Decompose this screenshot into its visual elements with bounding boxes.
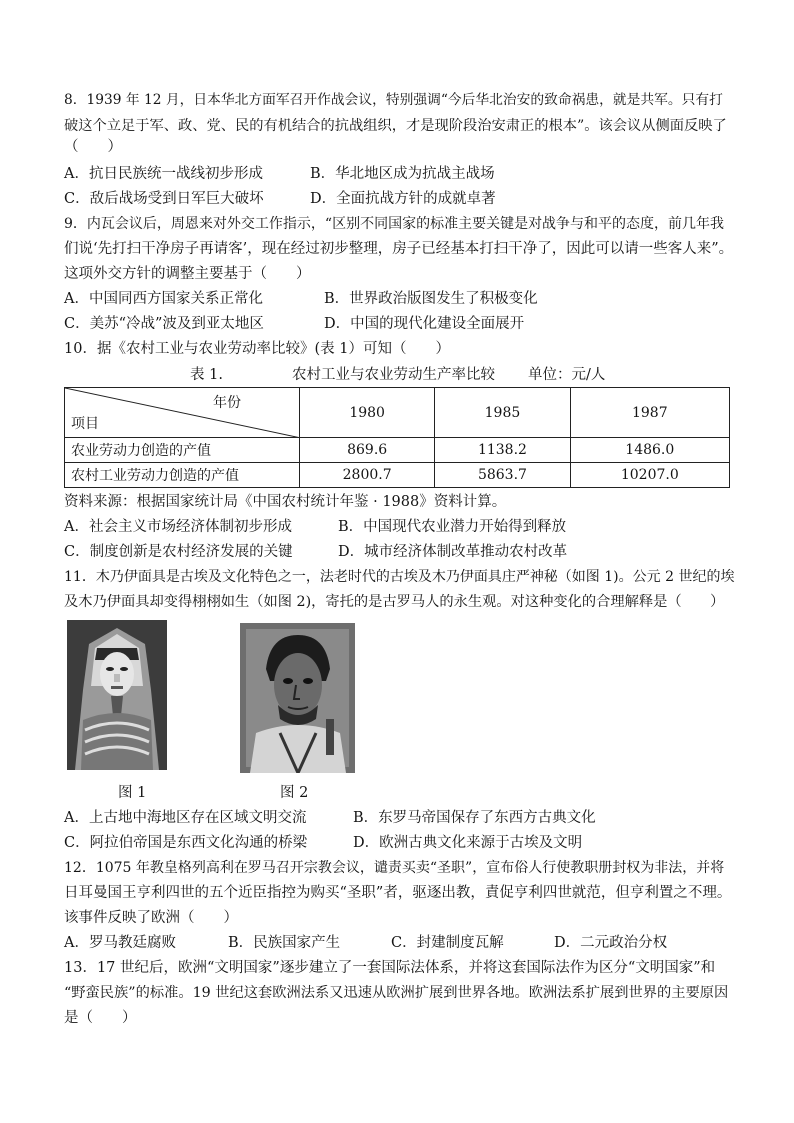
table-cell: 869.6 xyxy=(300,438,435,463)
table-title: 农村工业与农业劳动生产率比较 xyxy=(292,367,495,383)
diagonal-header-cell xyxy=(65,388,300,438)
q8-line-2: 破这个立足于军、政、党、民的有机结合的抗战组织，才是现阶段治安肃正的根本”。该会议从侧面反映了 xyxy=(64,118,727,134)
q12-option-b: B．民族国家产生 xyxy=(228,935,341,951)
header-year-label: 年份 xyxy=(213,395,241,411)
year-header: 1980 xyxy=(300,388,435,438)
q11-line-1: 11．木乃伊面具是古埃及文化特色之一，法老时代的古埃及木乃伊面具庄严神秘（如图 1)。公元 2 世纪的埃 xyxy=(64,569,735,585)
q10-option-a: A．社会主义市场经济体制初步形成 xyxy=(64,519,292,535)
table-source: 资料来源：根据国家统计局《中国农村统计年鉴 · 1988》资料计算。 xyxy=(64,494,507,510)
q13-line-2: “野蛮民族”的标准。19 世纪这套欧洲法系又迅速从欧洲扩展到世界各地。欧洲法系扩展到世界的主要原因 xyxy=(64,985,729,1001)
table-row xyxy=(65,438,730,463)
year-header: 1987 xyxy=(570,388,729,438)
table-number: 表 1. xyxy=(190,367,223,383)
table-cell: 1486.0 xyxy=(570,438,729,463)
year-header: 1985 xyxy=(435,388,570,438)
q10-stem: 10．据《农村工业与农业劳动率比较》(表 1）可知（ ） xyxy=(64,341,450,357)
fayum-portrait-image xyxy=(240,623,355,773)
q9-option-c: C．美苏“冷战”波及到亚太地区 xyxy=(64,316,264,332)
q11-option-a: A．上古地中海地区存在区域文明交流 xyxy=(64,810,307,826)
table-cell: 5863.7 xyxy=(435,463,570,488)
q11-option-c: C．阿拉伯帝国是东西文化沟通的桥梁 xyxy=(64,835,308,851)
q12-line-2: 日耳曼国王亨利四世的五个近臣指控为购买“圣职”者，驱逐出教，責促亨利四世就范，但亨利置之不理。 xyxy=(64,885,732,901)
q11-line-2: 及木乃伊面具却变得栩栩如生（如图 2)，寄托的是古罗马人的永生观。对这种变化的合理解释是（ ） xyxy=(64,594,725,610)
q12-option-c: C．封建制度瓦解 xyxy=(391,935,504,951)
q12-option-a: A．罗马教廷腐败 xyxy=(64,935,176,951)
q9-option-b: B．世界政治版图发生了积极变化 xyxy=(324,291,538,307)
diagonal-line xyxy=(65,388,301,438)
q9-line-2: 们说‘先打扫干净房子再请客’，现在经过初步整理，房子已经基本打扫干净了，因此可以请一些客人来”。 xyxy=(64,241,734,257)
q9-line-3: 这项外交方针的调整主要基于（ ） xyxy=(64,266,311,282)
table-cell: 2800.7 xyxy=(300,463,435,488)
q9-option-d: D．中国的现代化建设全面展开 xyxy=(324,316,525,332)
q10-option-b: B．中国现代农业潜力开始得到释放 xyxy=(338,519,567,535)
pharaoh-mask-image xyxy=(67,620,167,770)
q8-option-c: C．敌后战场受到日军巨大破坏 xyxy=(64,191,264,207)
figure-1-label: 图 1 xyxy=(118,785,147,801)
q13-line-1: 13．17 世纪后，欧洲“文明国家”逐步建立了一套国际法体系，并将这套国际法作为区分“文明国家”和 xyxy=(64,960,716,976)
q11-option-b: B．东罗马帝国保存了东西方古典文化 xyxy=(353,810,596,826)
productivity-table xyxy=(64,387,730,488)
q13-line-3: 是（ ） xyxy=(64,1010,137,1026)
q8-line-3: （ ） xyxy=(64,139,122,155)
q12-option-d: D．二元政治分权 xyxy=(554,935,668,951)
row-label: 农业劳动力创造的产值 xyxy=(65,438,300,463)
table-cell: 1138.2 xyxy=(435,438,570,463)
q11-option-d: D．欧洲古典文化来源于古埃及文明 xyxy=(353,835,583,851)
q8-line-1: 8．1939 年 12 月，日本华北方面军召开作战会议，特别强调“今后华北治安的致命祸患，就是共军。只有打 xyxy=(64,92,723,108)
table-header-row xyxy=(65,388,730,438)
table-cell: 10207.0 xyxy=(570,463,729,488)
q9-line-1: 9．内瓦会议后，周恩来对外交工作指示，“区别不同国家的标准主要关键是对战争与和平的态度，前几年我 xyxy=(64,216,725,232)
q8-option-a: A．抗日民族统一战线初步形成 xyxy=(64,166,263,182)
q8-option-d: D．全面抗战方针的成就卓著 xyxy=(310,191,496,207)
q10-option-d: D．城市经济体制改革推动农村改革 xyxy=(338,544,568,560)
q8-option-b: B．华北地区成为抗战主战场 xyxy=(310,166,495,182)
q12-line-1: 12．1075 年教皇格列高利在罗马召开宗教会议，谴责买卖“圣职”，宣布俗人行使教职册封权为非法，并将 xyxy=(64,860,725,876)
row-label: 农村工业劳动力创造的产值 xyxy=(65,463,300,488)
q9-option-a: A．中国同西方国家关系正常化 xyxy=(64,291,263,307)
q12-line-3: 该事件反映了欧洲（ ） xyxy=(64,910,238,926)
figure-2-label: 图 2 xyxy=(280,785,309,801)
header-item-label: 项目 xyxy=(71,416,99,432)
table-unit: 单位：元/人 xyxy=(528,367,606,383)
table-row xyxy=(65,463,730,488)
q10-option-c: C．制度创新是农村经济发展的关键 xyxy=(64,544,293,560)
